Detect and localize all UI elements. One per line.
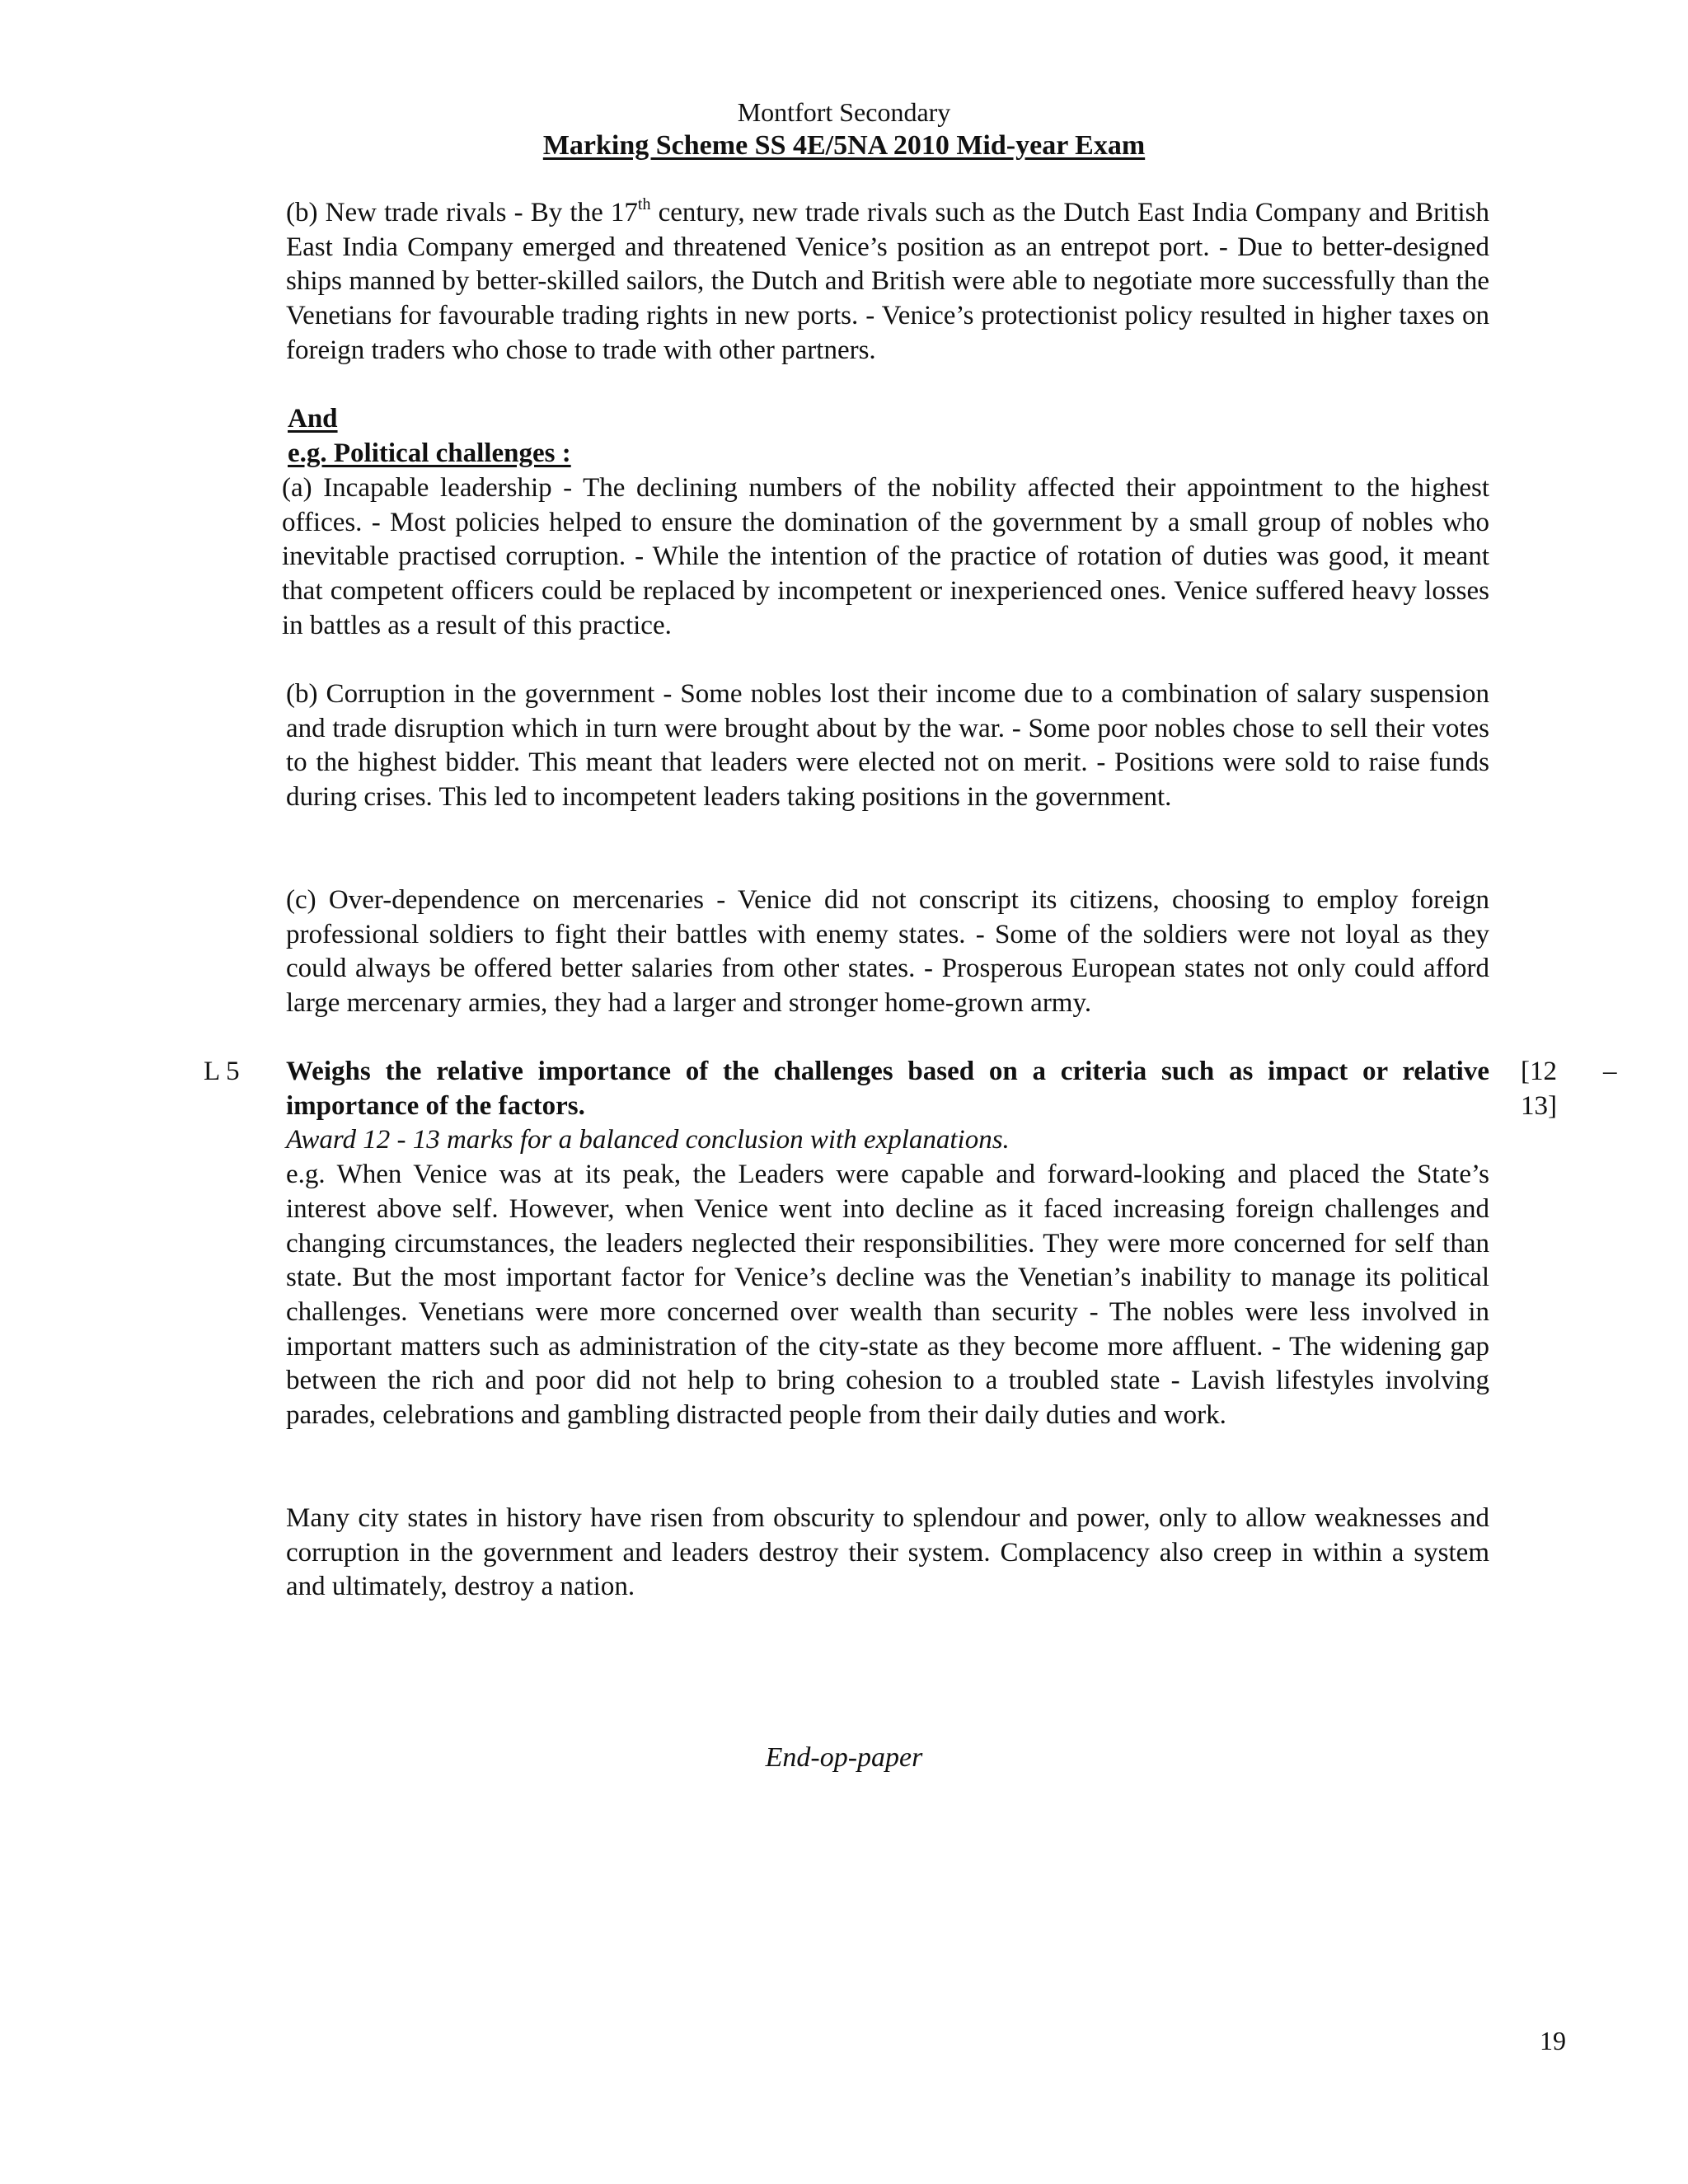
page-number: 19 <box>1540 2026 1566 2055</box>
mercenaries-paragraph <box>286 883 1489 1021</box>
closing-paragraph <box>286 1502 1489 1605</box>
incapable-leadership-text: (a) Incapable leadership - The declining numbers of the nobility affected their appointment to the highest offices. - Most policies helped to ensure the domination of the government by a small group of nobles who inevitable practised corruption. - While the intention of the practice of rotation of duties was good, it meant that competent officers could be replaced by incompetent or inexperienced ones. Venice suffered heavy losses in battles as a result of this practice. <box>282 473 1489 640</box>
level-5-example: e.g. When Venice was at its peak, the Leaders were capable and forward-looking and placed the State’s interest above self. However, when Venice went into decline as it faced increasing foreign challenges and changing circumstances, the leaders neglected their responsibilities. They were more concerned for self than state. But the most important factor for Venice’s decline was the Venetian’s inability to manage its political challenges. Venetians were more concerned over wealth than security - The nobles were less involved in important matters such as administration of the city-state as they become more affluent. - The widening gap between the rich and poor did not help to bring cohesion to a troubled state - Lavish lifestyles involving parades, celebrations and gambling distracted people from their daily duties and work. <box>286 1160 1489 1431</box>
exam-title: Marking Scheme SS 4E/5NA 2010 Mid-year Exam <box>542 130 1146 161</box>
corruption-text: (b) Corruption in the government - Some nobles lost their income due to a combination of salary suspension and trade disruption which in turn were brought about by the war. - Some poor nobles chose to sell their votes to the highest bidder. This meant that leaders were elected not on merit. - Positions were sold to raise funds during crises. This led to incompetent leaders taking positions in the government. <box>286 679 1489 813</box>
school-name: Montfort Secondary <box>737 97 951 127</box>
trade-rivals-prefix: (b) New trade rivals - By the 17 <box>286 198 638 227</box>
closing-text: Many city states in history have risen from obscurity to splendour and power, only to allow weaknesses and corruption in the government and leaders destroy their system. Complacency also creep in within a system and ultimately, destroy a nation. <box>286 1503 1489 1602</box>
level-5-label: L 5 <box>204 1057 240 1086</box>
trade-rivals-text: century, new trade rivals such as the Dutch East India Company and British East India Company emerged and threatened Venice’s position as an entrepot port. - Due to better-designed ships manned by better-skilled sailors, the Dutch and British were able to negotiate more successfully than the Venetians for favourable trading rights in new ports. - Venice’s protectionist policy resulted in higher taxes on foreign traders who chose to trade with other partners. <box>286 198 1490 365</box>
end-of-paper: End-op-paper <box>765 1742 923 1773</box>
level-5-award: Award 12 - 13 marks for a balanced conclusion with explanations. <box>286 1125 1010 1155</box>
level-5-marks <box>1521 1055 1620 1123</box>
incapable-leadership-paragraph <box>282 471 1489 644</box>
political-challenges-heading: e.g. Political challenges : <box>288 438 571 468</box>
and-heading: And <box>288 404 338 434</box>
corruption-paragraph <box>286 677 1489 815</box>
trade-rivals-superscript: th <box>637 195 651 213</box>
marks-line-2: 13] <box>1521 1090 1557 1121</box>
marks-line-1: [12 <box>1521 1057 1557 1086</box>
level-5-criteria: Weighs the relative importance of the challenges based on a criteria such as impact or relative importance of the factors. <box>286 1057 1489 1121</box>
marks-dash: – <box>1603 1057 1617 1086</box>
level-5-content <box>286 1055 1489 1433</box>
trade-rivals-paragraph <box>286 196 1489 368</box>
mercenaries-text: (c) Over-dependence on mercenaries - Venice did not conscript its citizens, choosing to employ foreign professional soldiers to fight their battles with enemy states. - Some of the soldiers were not loyal as they could always be offered better salaries from other states. - Prosperous European states not only could afford large mercenary armies, they had a larger and stronger home-grown army. <box>286 885 1489 1019</box>
